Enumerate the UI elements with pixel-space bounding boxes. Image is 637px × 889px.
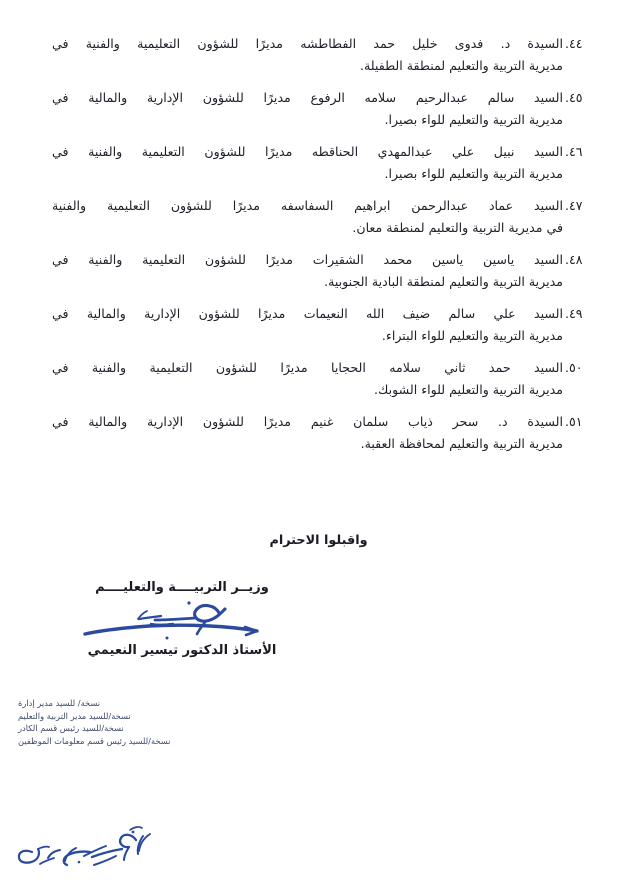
- list-item-line: السيد نبيل علي عبدالمهدي الحناقطه مديرًا للشؤون التعليمية والفنية في: [52, 144, 563, 159]
- list-item-line: السيد حمد ثاني سلامه الحجايا مديرًا للشؤون التعليمية والفنية في: [52, 360, 563, 375]
- signature-block: [57, 580, 307, 658]
- list-item-number: ٤٨.: [565, 252, 583, 267]
- cc-line: نسخة/للسيد مدير التربية والتعليم: [18, 710, 131, 721]
- handwritten-annotations: [10, 818, 240, 888]
- list-item-body: [52, 195, 563, 238]
- list-item-body: [52, 87, 563, 130]
- list-item: [52, 357, 595, 400]
- appointment-list: [52, 33, 595, 465]
- list-item-body: [52, 141, 563, 184]
- list-item: [52, 195, 595, 238]
- signature-graphic: [57, 597, 307, 645]
- list-item-line: مديرية التربية والتعليم لمنطقة البادية الجنوبية.: [324, 273, 563, 289]
- list-item-line: السيد عماد عبدالرحمن ابراهيم السفاسفه مديرًا للشؤون التعليمية والفنية: [52, 198, 563, 213]
- list-item: [52, 249, 595, 292]
- list-item-line: مديرية التربية والتعليم لمنطقة الطفيلة.: [359, 57, 563, 73]
- list-item-number: ٤٧.: [565, 198, 583, 213]
- list-item-line: مديرية التربية والتعليم للواء البتراء.: [381, 327, 563, 343]
- list-item-body: [52, 249, 563, 292]
- list-item-line: مديرية التربية والتعليم للواء الشوبك.: [374, 381, 563, 397]
- list-item-line: مديرية التربية والتعليم للواء بصيرا.: [384, 111, 563, 127]
- list-item-number: ٥١.: [565, 414, 583, 429]
- list-item-body: [52, 411, 563, 454]
- list-item: [52, 411, 595, 454]
- list-item-number: ٤٩.: [565, 306, 583, 321]
- cc-distribution-list: [18, 697, 248, 747]
- list-item-number: ٤٤.: [565, 36, 583, 51]
- list-item: [52, 87, 595, 130]
- list-item-line: مديرية التربية والتعليم للواء بصيرا.: [384, 165, 563, 181]
- handwritten-initials-icon: [10, 818, 240, 888]
- handwritten-signature-icon: [69, 597, 299, 645]
- signatory-title: وزيــر التربيــــة والتعليــــم: [95, 580, 269, 595]
- list-item-line: السيد علي سالم ضيف الله النعيمات مديرًا للشؤون الإدارية والمالية في: [52, 306, 563, 321]
- list-item-line: السيدة د. سحر ذياب سلمان غنيم مديرًا للشؤون الإدارية والمالية في: [52, 414, 563, 429]
- cc-line: نسخة/ للسيد مدير إدارة: [18, 698, 101, 708]
- list-item-number: ٤٥.: [565, 90, 583, 105]
- list-item-line: مديرية التربية والتعليم لمحافظة العقبة.: [360, 435, 563, 451]
- cc-line: نسخة/للسيد رئيس قسم معلومات الموظفين: [18, 735, 171, 746]
- list-item-body: [52, 357, 563, 400]
- list-item-line: السيدة د. فدوى خليل حمد الفطاطشه مديرًا للشؤون التعليمية والفنية في: [52, 36, 563, 51]
- list-item-line: في مديرية التربية والتعليم لمنطقة معان.: [352, 219, 563, 235]
- closing-salutation: واقبلوا الاحترام: [269, 533, 368, 548]
- list-item: [52, 33, 595, 76]
- list-item-body: [52, 303, 563, 346]
- list-item: [52, 303, 595, 346]
- list-item-number: ٥٠.: [565, 360, 583, 375]
- list-item-body: [52, 33, 563, 76]
- cc-line: نسخة/للسيد رئيس قسم الكادر: [18, 723, 124, 734]
- list-item-line: السيد ياسين ياسين محمد الشقيرات مديرًا للشؤون التعليمية والفنية في: [52, 252, 563, 267]
- signatory-name: الأستاذ الدكتور تيسير النعيمي: [87, 643, 277, 658]
- list-item-line: السيد سالم عبدالرحيم سلامه الرفوع مديرًا للشؤون الإدارية والمالية في: [52, 90, 563, 105]
- list-item: [52, 141, 595, 184]
- list-item-number: ٤٦.: [565, 144, 583, 159]
